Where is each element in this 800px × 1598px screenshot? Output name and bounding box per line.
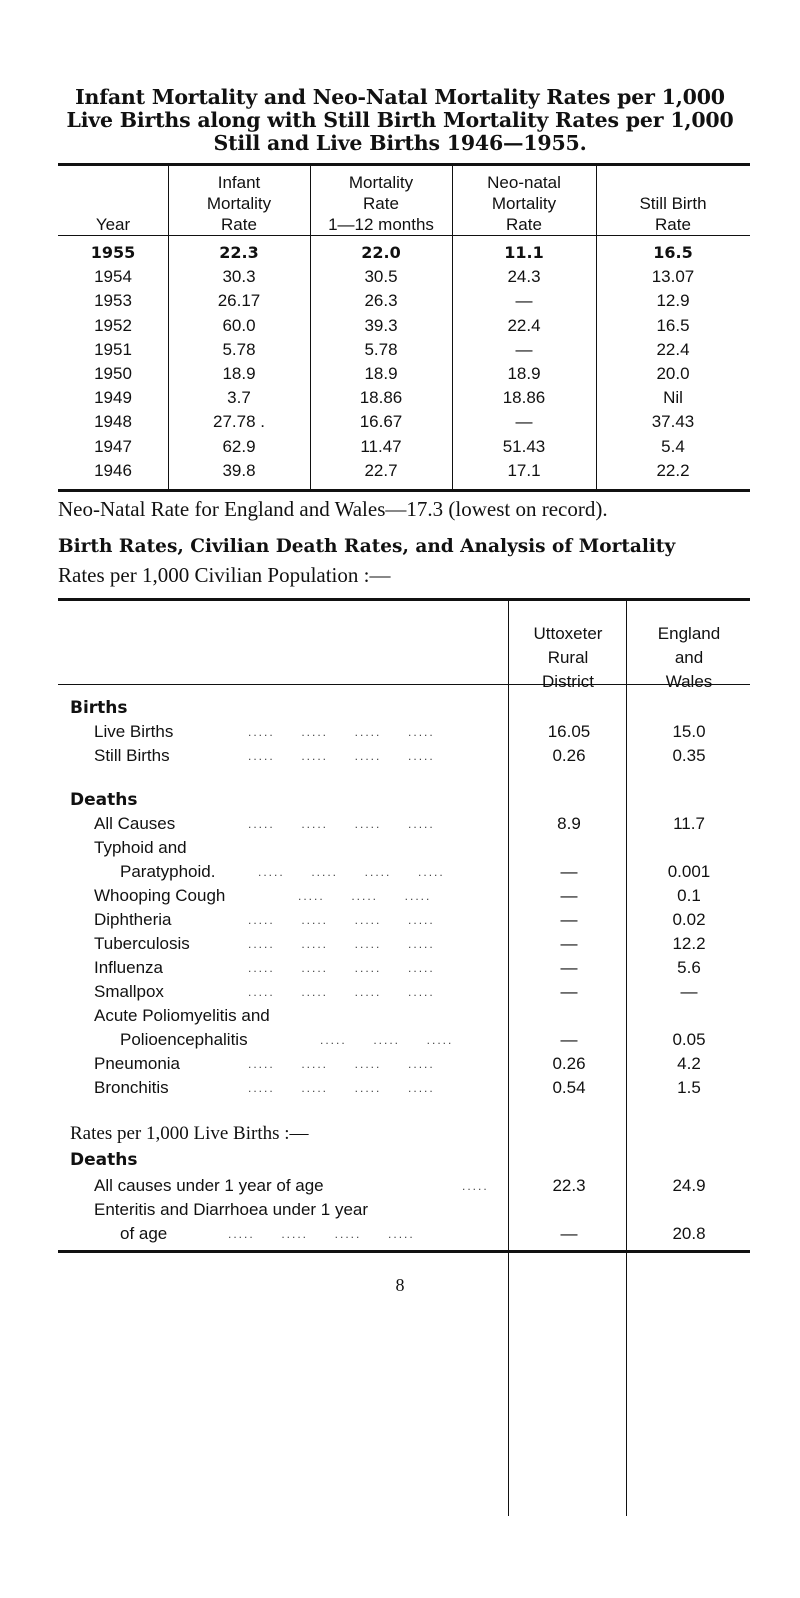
row-label: Tuberculosis <box>94 934 190 953</box>
row-label: Pneumonia <box>94 1054 181 1073</box>
title-line-1: Infant Mortality and Neo-Natal Mortality Rates per 1,000 <box>75 85 725 109</box>
dot-leader: ..... ..... ..... ..... <box>248 1081 435 1095</box>
dot-leader: ..... ..... ..... <box>320 1033 454 1047</box>
table-row <box>58 411 750 433</box>
header-text: Neo-natal <box>487 173 561 192</box>
cell-stillbirth: 13.07 <box>651 267 695 287</box>
value-uttoxeter: — <box>560 982 578 1001</box>
neonatal-note: Neo-Natal Rate for England and Wales—17.3 (lowest on record). <box>58 497 608 521</box>
value-uttoxeter: — <box>560 934 578 953</box>
cell-year: 1948 <box>94 412 132 432</box>
cell-stillbirth: 16.5 <box>653 243 693 262</box>
dot-leader: ..... ..... ..... ..... <box>228 1227 415 1241</box>
cell-mortality: 39.3 <box>364 315 398 335</box>
value-england: 15.0 <box>672 722 706 741</box>
value-england: 0.001 <box>667 862 711 881</box>
cell-mortality: 16.67 <box>359 412 403 432</box>
row-label: Live Births <box>94 722 174 741</box>
value-england: 11.7 <box>673 814 705 833</box>
value-uttoxeter: — <box>560 862 578 881</box>
cell-neonatal: 17.1 <box>507 460 541 480</box>
cell-neonatal: 22.4 <box>507 315 541 335</box>
row-label: Influenza <box>94 958 163 977</box>
cell-mortality: 11.47 <box>360 436 402 456</box>
value-england: 12.2 <box>672 934 706 953</box>
header-year: Year <box>95 215 131 234</box>
header-text: Infant <box>217 173 261 192</box>
deaths-heading: Deaths <box>70 790 138 810</box>
row-label: Bronchitis <box>94 1078 169 1097</box>
dot-leader: ..... <box>462 1179 489 1193</box>
table-row <box>58 242 750 264</box>
value-uttoxeter: — <box>560 1030 578 1049</box>
page-number: 8 <box>395 1275 405 1295</box>
header-text: Rate <box>221 215 257 234</box>
table-top-rule <box>58 598 750 601</box>
cell-mortality: 5.78 <box>364 339 398 359</box>
row-label: Acute Poliomyelitis and <box>94 1006 270 1025</box>
value-england: 0.05 <box>672 1030 706 1049</box>
table-row <box>58 460 750 482</box>
table-row <box>58 290 750 312</box>
cell-infant: 18.9 <box>222 364 256 383</box>
value-uttoxeter: 0.26 <box>552 746 586 765</box>
dot-leader: ..... ..... ..... ..... <box>258 865 445 879</box>
header-text: Still Birth <box>639 194 707 213</box>
header-infant-mortality <box>168 172 310 235</box>
cell-year: 1946 <box>94 460 132 480</box>
header-text: Rate <box>506 215 542 234</box>
cell-infant: 5.78 <box>222 339 256 359</box>
cell-neonatal: 18.86 <box>502 388 546 408</box>
value-england: — <box>680 982 698 1001</box>
page-title <box>40 86 760 155</box>
value-england: 4.2 <box>677 1054 701 1073</box>
dot-leader: ..... ..... ..... ..... <box>248 985 435 999</box>
dot-leader: ..... ..... ..... ..... <box>248 817 435 831</box>
value-uttoxeter: — <box>560 958 578 977</box>
deaths-heading-2: Deaths <box>70 1150 138 1170</box>
cell-infant: 30.3 <box>222 267 256 287</box>
header-text: 1—12 months <box>328 215 434 234</box>
cell-mortality: 22.7 <box>364 460 398 480</box>
cell-year: 1954 <box>94 267 132 287</box>
dot-leader: ..... ..... ..... ..... <box>248 937 435 951</box>
table-row <box>58 436 750 458</box>
cell-neonatal: — <box>515 412 533 432</box>
cell-stillbirth: 5.4 <box>661 436 685 456</box>
value-uttoxeter: — <box>560 886 578 905</box>
cell-neonatal: — <box>515 291 533 311</box>
header-rule <box>58 235 750 236</box>
dot-leader: ..... ..... ..... ..... <box>248 961 435 975</box>
cell-stillbirth: 22.2 <box>656 460 690 480</box>
value-uttoxeter: — <box>560 910 578 929</box>
header-text: Wales <box>665 672 713 691</box>
row-label: Enteritis and Diarrhoea under 1 year <box>94 1200 369 1219</box>
cell-stillbirth: Nil <box>663 388 683 408</box>
header-text: Rate <box>655 215 691 234</box>
cell-infant: 27.78 . <box>213 412 265 432</box>
row-label: Whooping Cough <box>94 886 226 905</box>
cell-stillbirth: 16.5 <box>656 315 690 335</box>
header-still-birth <box>596 193 750 235</box>
row-label: of age <box>120 1224 168 1243</box>
row-label: Polioencephalitis <box>120 1030 248 1049</box>
value-england: 0.35 <box>672 746 706 765</box>
cell-neonatal: 11.1 <box>504 243 544 262</box>
cell-neonatal: 51.43 <box>502 436 546 456</box>
cell-infant: 62.9 <box>222 436 256 456</box>
cell-infant: 60.0 <box>222 315 256 335</box>
row-label: Smallpox <box>94 982 164 1001</box>
header-neonatal <box>452 172 596 235</box>
table-row <box>58 339 750 361</box>
value-uttoxeter: — <box>560 1224 578 1243</box>
value-england: 0.1 <box>677 886 701 905</box>
value-england: 1.5 <box>677 1078 701 1097</box>
births-heading: Births <box>70 698 128 718</box>
cell-year: 1952 <box>94 315 132 335</box>
table-row <box>58 315 750 337</box>
value-uttoxeter: 8.9 <box>557 814 581 833</box>
birth-death-rates-table <box>58 598 750 1598</box>
cell-year: 1947 <box>94 436 132 456</box>
title-line-3: Still and Live Births 1946—1955. <box>213 131 587 155</box>
cell-mortality: 18.9 <box>364 364 398 383</box>
cell-neonatal: 18.9 <box>507 364 541 383</box>
cell-stillbirth: 12.9 <box>656 291 690 311</box>
table-bottom-rule <box>58 489 750 492</box>
table-bottom-rule <box>58 1250 750 1253</box>
header-text: District <box>542 672 594 691</box>
section-subtitle: Birth Rates, Civilian Death Rates, and Analysis of Mortality <box>58 536 676 557</box>
column-divider <box>508 601 509 1516</box>
cell-infant: 3.7 <box>227 388 251 408</box>
cell-year: 1955 <box>90 243 136 262</box>
cell-mortality: 18.86 <box>359 388 403 408</box>
table-top-rule <box>58 163 750 166</box>
dot-leader: ..... ..... ..... <box>298 889 432 903</box>
cell-infant: 39.8 <box>222 460 256 480</box>
row-label: All Causes <box>94 814 176 833</box>
value-uttoxeter: 0.54 <box>552 1078 586 1097</box>
header-text: England <box>657 624 721 643</box>
value-uttoxeter: 0.26 <box>552 1054 586 1073</box>
value-uttoxeter: 16.05 <box>547 722 591 741</box>
dot-leader: ..... ..... ..... ..... <box>248 1057 435 1071</box>
header-text: Mortality <box>491 194 557 213</box>
table-row <box>58 266 750 288</box>
dot-leader: ..... ..... ..... ..... <box>248 913 435 927</box>
cell-mortality: 22.0 <box>361 243 401 262</box>
row-label: Typhoid and <box>94 838 187 857</box>
cell-infant: 26.17 <box>217 291 261 311</box>
value-england: 5.6 <box>677 958 701 977</box>
rates-heading: Rates per 1,000 Live Births :— <box>70 1122 315 1146</box>
row-label: Still Births <box>94 746 170 765</box>
row-label: Diphtheria <box>94 910 172 929</box>
section-subtitle-line-2: Rates per 1,000 Civilian Population :— <box>58 563 391 587</box>
dot-leader: ..... ..... ..... ..... <box>248 749 435 763</box>
header-rule <box>58 684 750 685</box>
header-text: Mortality <box>348 173 414 192</box>
header-text: and <box>674 648 704 667</box>
row-label: All causes under 1 year of age <box>94 1176 324 1195</box>
title-line-2: Live Births along with Still Birth Mortality Rates per 1,000 <box>66 108 734 132</box>
cell-mortality: 26.3 <box>364 291 398 311</box>
header-text: Mortality <box>206 194 272 213</box>
table-row <box>58 387 750 409</box>
header-text: Uttoxeter <box>533 624 603 643</box>
cell-neonatal: — <box>515 339 533 359</box>
row-label: Paratyphoid. <box>120 862 216 881</box>
cell-stillbirth: 22.4 <box>656 339 690 359</box>
value-uttoxeter: 22.3 <box>552 1176 586 1195</box>
header-text: Rural <box>547 648 589 667</box>
cell-year: 1949 <box>94 388 132 408</box>
header-text: Rate <box>363 194 399 213</box>
cell-infant: 22.3 <box>219 243 259 262</box>
cell-neonatal: 24.3 <box>507 267 541 287</box>
cell-year: 1950 <box>94 364 132 383</box>
value-england: 0.02 <box>672 910 706 929</box>
value-england: 20.8 <box>672 1224 706 1243</box>
cell-stillbirth: 20.0 <box>656 364 690 383</box>
cell-year: 1951 <box>94 339 132 359</box>
value-england: 24.9 <box>672 1176 706 1195</box>
table-row <box>58 363 750 385</box>
header-mortality-1-12 <box>310 172 452 235</box>
dot-leader: ..... ..... ..... ..... <box>248 725 435 739</box>
cell-stillbirth: 37.43 <box>651 412 695 432</box>
cell-mortality: 30.5 <box>364 267 398 287</box>
cell-year: 1953 <box>94 291 132 311</box>
